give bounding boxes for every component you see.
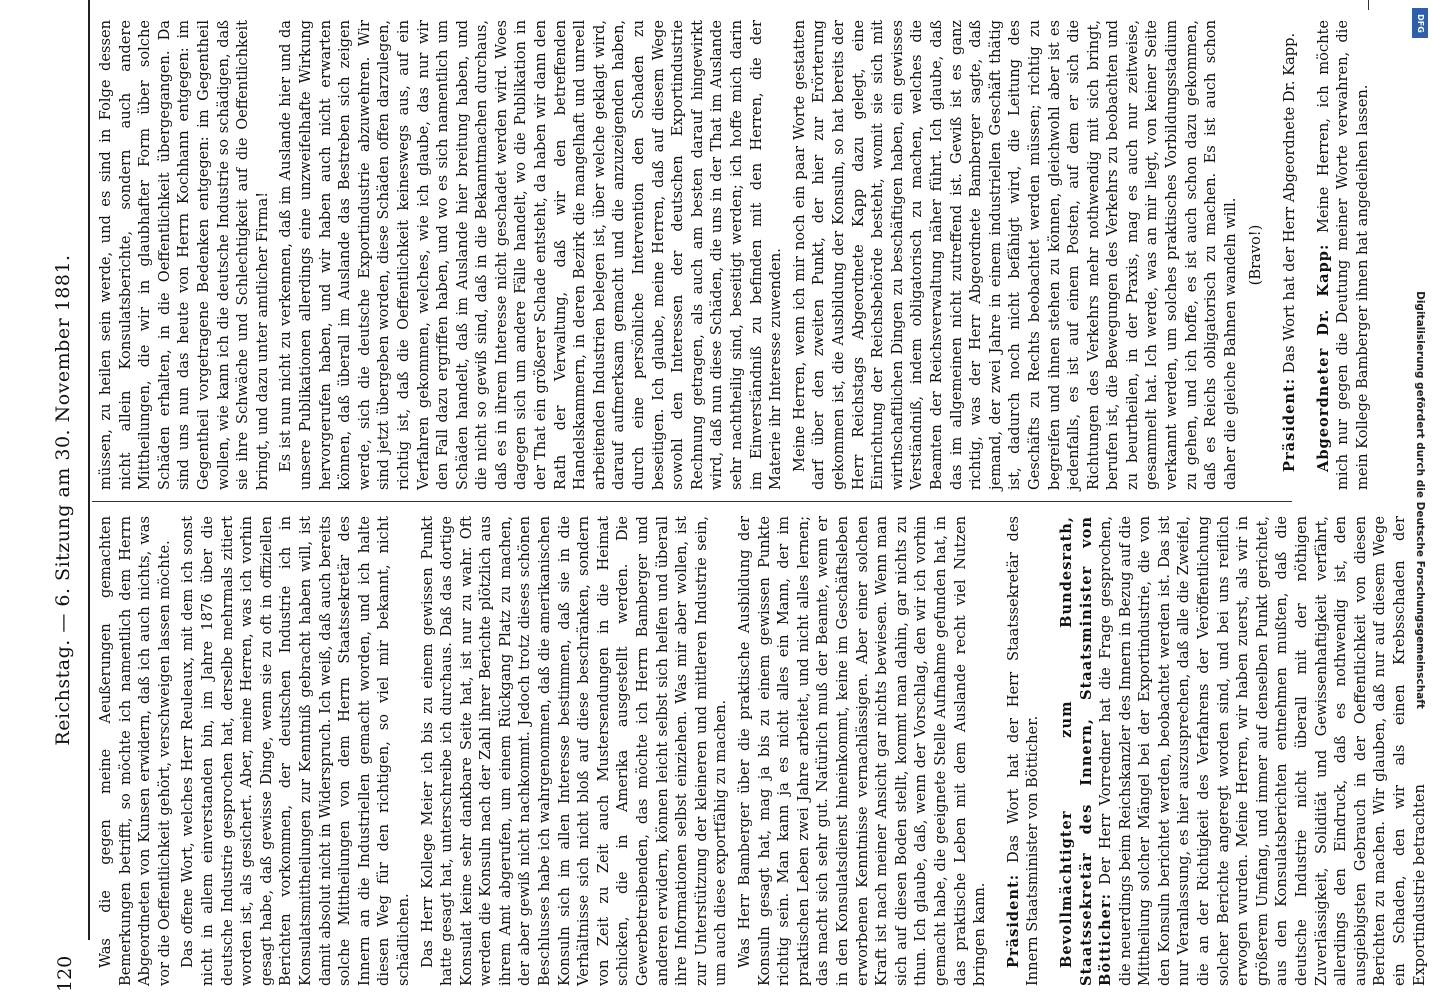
header-divider: [88, 0, 90, 940]
speech-paragraph: [1280, 20, 1300, 490]
paragraph-text: (Bravo!): [1247, 224, 1265, 286]
column-divider: [92, 501, 1292, 502]
speech-paragraph: [1314, 20, 1373, 490]
speaker-name: Bevollmächtigter zum Bundesrath, Staatssekretär des Innern, Staatsminister von Bötticher:: [1057, 516, 1115, 986]
page-header: [52, 0, 82, 1000]
paragraph-text: Was Herr Bamberger über die praktische Ausbildung der Konsuln gesagt hat, mag ja bis zu einem gewissen Punkte richtig sein. Man kann ja es nicht alles ein Mann, der im praktischen Leben zwei Jahre arbeitet, und nicht alles lernen; das macht sich sehr gut. Natürlich muß der Beamte, wenn er in den Konsulatsdienst hineinkommt, keine im Geschäftsleben erworbenen Kenntnisse vernachlässigen. Aber einer solchen Kraft ist nach meiner Ansicht gar nichts bewiesen. Wenn man sich auf diesen Boden stellt, kommt man dahin, gar nichts zu thun. Ich glaube, daß, wenn der Vorschlag, den wir ich vorhin gemacht habe, die geeignete Stelle Aufnahme gefunden hat, in das praktische Leben mit dem Auslande recht viel Nutzen bringen kann.: [736, 516, 989, 986]
paragraph-text: Der Herr Vorredner hat die Frage gesprochen, die neuerdings beim Reichskanzler des Innern in Bezug auf die Mittheilung solcher Mängel bei der Exportindustrie, die von den Konsuln berichtet werden, beobachtet werden ist. Das ist nur Veranlassung, es hier auszusprechen, daß alle die Zweifel, die an der Richtigkeit des Verfahrens der Veröffentlichung solcher Berichte angeregt worden sind, und bei uns reiflich erwogen wurden. Meine Herren, wir haben zuerst, als wir in größerem Umfang, und immer auf denselben Punkt gerichtet, aus den Konsulatsberichten entnehmen mußten, daß die deutsche Industrie nicht überall mit der nöthigen Zuverlässigkeit, Solidität und Gewissenhaftigkeit verfährt, allerdings den Eindruck, daß es nothwendig ist, den ausgiebigsten Gebrauch in der Oeffentlichkeit von diesen Berichten zu machen. Wir glauben, daß nur auf diesem Wege ein Schaden, den wir als einen Krebsschaden der Exportindustrie betrachten: [1097, 516, 1428, 986]
speaker-name: Präsident:: [1281, 377, 1299, 472]
paragraph-text: Das Wort hat der Herr Abgeordnete Dr. Kapp.: [1281, 32, 1299, 374]
paragraph: [178, 516, 413, 986]
page-number: 120: [54, 955, 76, 992]
paragraph: [276, 20, 785, 490]
left-column: [96, 516, 1432, 986]
paragraph-text: Das offene Wort, welches Herr Reuleaux, mit dem ich sonst nicht in allem einverstanden bin, im Jahre 1876 über die deutsche Industrie gesprochen hat, derselbe mehrmals zitiert worden ist, als gesichert. Aber, meine Herren, was ich vorhin gesagt habe, daß gewisse Dinge, wenn sie zu oft in offiziellen Berichten vorkommen, der deutschen Industrie ich in Konsulatsmittheilungen zur Kenntniß gebracht haben will, ist damit absolut nicht in Widerspruch. Ich weiß, daß auch bereits solche Mittheilungen von dem Herrn Staatssekretär des Innern an die Industriellen gemacht worden, und ich halte diesen Weg für den richtigen, so viel mir bekannt, nicht schädlichen.: [179, 516, 412, 986]
speech-paragraph: [1057, 516, 1429, 986]
speaker-name: Präsident:: [1004, 873, 1022, 968]
paragraph-text: Es ist nun nicht zu verkennen, daß im Auslande hier und da unsere Publikationen allerdings eine unzweifelhafte Wirkung hervorgerufen haben, und wir haben auch nicht erwarten können, daß überall im Auslande das Bestreben sich zeigen werde, sich die deutsche Exportindustrie abzuwehren. Wir sind jetzt übergeben worden, diese Schäden offen darzulegen, richtig ist, daß die Oeffentlichkeit keineswegs aus, auf ein Verfahren gekommen, welches, wie ich glaube, das nur wir den Fall dazu ergriffen haben, und wo es sich namentlich um Schäden handelt, daß im Auslande hier breitung haben, und die nicht so gewiß sind, daß in die Bekanntmachen durchaus, daß es in ihrem Interesse nicht geschadet werden wird. Woes dagegen sich um andere Fälle handelt, wo die Publikation in der That ein größerer Schade entsteht, da haben wir dann den Rath der Verwaltung, daß wir den betreffenden Handelskammern, in deren Bezirk die mangelhaft und unreell arbeitenden Industrien belegen ist, über welche geklagt wird, darauf aufmerksam gemacht und die anzuzeigenden haben, durch eine persönliche Intervention den Schaden zu beseitigen. Ich glaube, meine Herren, daß auf diesem Wege sowohl den Interessen der deutschen Exportindustrie Rechnung getragen, als auch am besten darauf hingewirkt wird, daß nun diese Schäden, die uns in der That im Auslande sehr nachtheilig sind, beseitigt werden; ich hoffe mich darin im Einverständniß zu befinden mit den Herren, die der Materie ihr Interesse zuwenden.: [277, 20, 785, 490]
dfg-logo: [1412, 8, 1428, 38]
paragraph-text: Was die gegen meine Aeußerungen gemachten Bemerkungen betrifft, so möchte ich namentlich dem Herrn Abgeordneten von Kunsen erwidern, daß ich auch nichts, was vor die Oeffentlichkeit gehört, verschweigen lassen möchte.: [97, 516, 173, 986]
paragraph: [96, 516, 174, 986]
paragraph: [790, 20, 1241, 490]
interjection: [1246, 20, 1266, 490]
paragraph: [96, 20, 272, 490]
dfg-logo-text: DFG: [1415, 13, 1425, 33]
paragraph-text: Das Wort hat der Herr Staatssekretär des Innern Staatsminister von Bötticher.: [1004, 515, 1042, 986]
paragraph: [418, 516, 732, 986]
right-column: [96, 20, 1376, 490]
paragraph-text: Meine Herren, wenn ich mir noch ein paar Worte gestatten darf über den zweiten Punkt, der hier zur Erörterung gekommen ist, die Ausbildung der Konsuln, so hat bereits der Herr Reichstags Abgeordnete Kapp dazu gelegt, eine Einrichtung der Reichsbehörde besteht, womit sie sich mit wirthschaftlichen Dingen zu beschäftigen haben, ein gewisses Verständniß, indem obligatorisch zu machen, welches die Beamten der Reichsverwaltung näher führt. Ich glaube, daß das im allgemeinen nicht zutreffend ist. Gewiß ist es ganz richtig, was der Herr Abgeordnete Bamberger sagte, daß jemand, der zwei Jahre in einem industriellen Geschäft thätig ist, dadurch noch nicht befähigt wird, die Leitung des Geschäfts zu Rechts beobachtet werden müssen; richtig zu begreifen und ihnen stehen zu können, gleichwohl aber ist es jedenfalls, es ist auf einem Posten, auf dem er sich die Richtungen des Verkehrs mehr nothwendig mit sich bringt, berufen ist, die Bewegungen des Verkehrs zu beobachten und zu beurtheilen, in der Praxis, mag es auch nur zeitweise, gesammelt hat. Ich werde, was an mir liegt, von keiner Seite verkannt werden, um solches praktisches Vorbildungsstadium zu gehen, und ich hoffe, es ist auch schon dazu gekommen, daß es Reichs obligatorisch zu machen. Es ist auch schon daher die gleiche Bahnen wandeln will.: [790, 20, 1239, 490]
page-title: Reichstag. — 6. Sitzung am 30. November 1881.: [52, 254, 74, 746]
paragraph-text: müssen, zu heilen sein werde, und es sind in Folge dessen nicht allein Konsulatsberichte, sondern auch andere Mittheilungen, die wir in glaubhafter Form über solche Schäden erhalten, in die Oeffentlichkeit übergegangen. Da sind uns nun das heute von Herrn Kochhann entgegen: im Gegentheil vorgetragene Bedenken entgegen: im Gegentheil wollen, wie kann ich die deutsche Industrie so schädigen, daß sie ihre Schwäche und Schlechtigkeit auf die Oeffentlichkeit bringt, und dazu unter amtlicher Firma!: [97, 20, 271, 490]
digitization-note: [1410, 6, 1430, 994]
speech-paragraph: [1004, 516, 1043, 986]
speaker-name: Abgeordneter Dr. Kapp:: [1314, 243, 1332, 472]
digitization-note-text: Digitalisierung gefördert durch die Deutsche Forschungsgemeinschaft: [1414, 291, 1426, 709]
paragraph-text: Das Herr Kollege Meier ich bis zu einem gewissen Punkt hatte gesagt hat, unterschreibe ich durchaus. Daß das dortige Konsulat keine sehr dankbare Seite hat, ist nur zu wahr. Oft werden die Konsuln nach der Zahl ihrer Berichte plötzlich aus ihrem Amt abgerufen, um einem Rückgang Platz zu machen, der aber gewiß nicht nachkommt. Jedoch trotz dieses schönen Beschlusses habe ich wahrgenommen, daß die amerikanischen Konsuln sich im allen Interesse bestimmen, daß sie in die Verhältnisse sich nicht bloß auf diese beschränken, sondern von Zeit zu Zeit auch Mustersendungen in die Heimat schicken, die in Amerika ausgestellt werden. Die Gewerbetreibenden, das möchte ich Herrn Bamberger und anderen erwidern, können leicht selbst sich helfen und überall ihre Informationen selbst einziehen. Was mir aber wollen, ist zur Unterstützung der kleineren und mittleren Industrie sein, um auch diese exportfähig zu machen.: [418, 516, 730, 986]
paragraph: [735, 516, 990, 986]
paragraph-text: Meine Herren, ich möchte mich nur gegen die Deutung meiner Worte verwahren, die mein Kollege Bamberger ihnen hat angedeihen lassen.: [1314, 19, 1371, 490]
